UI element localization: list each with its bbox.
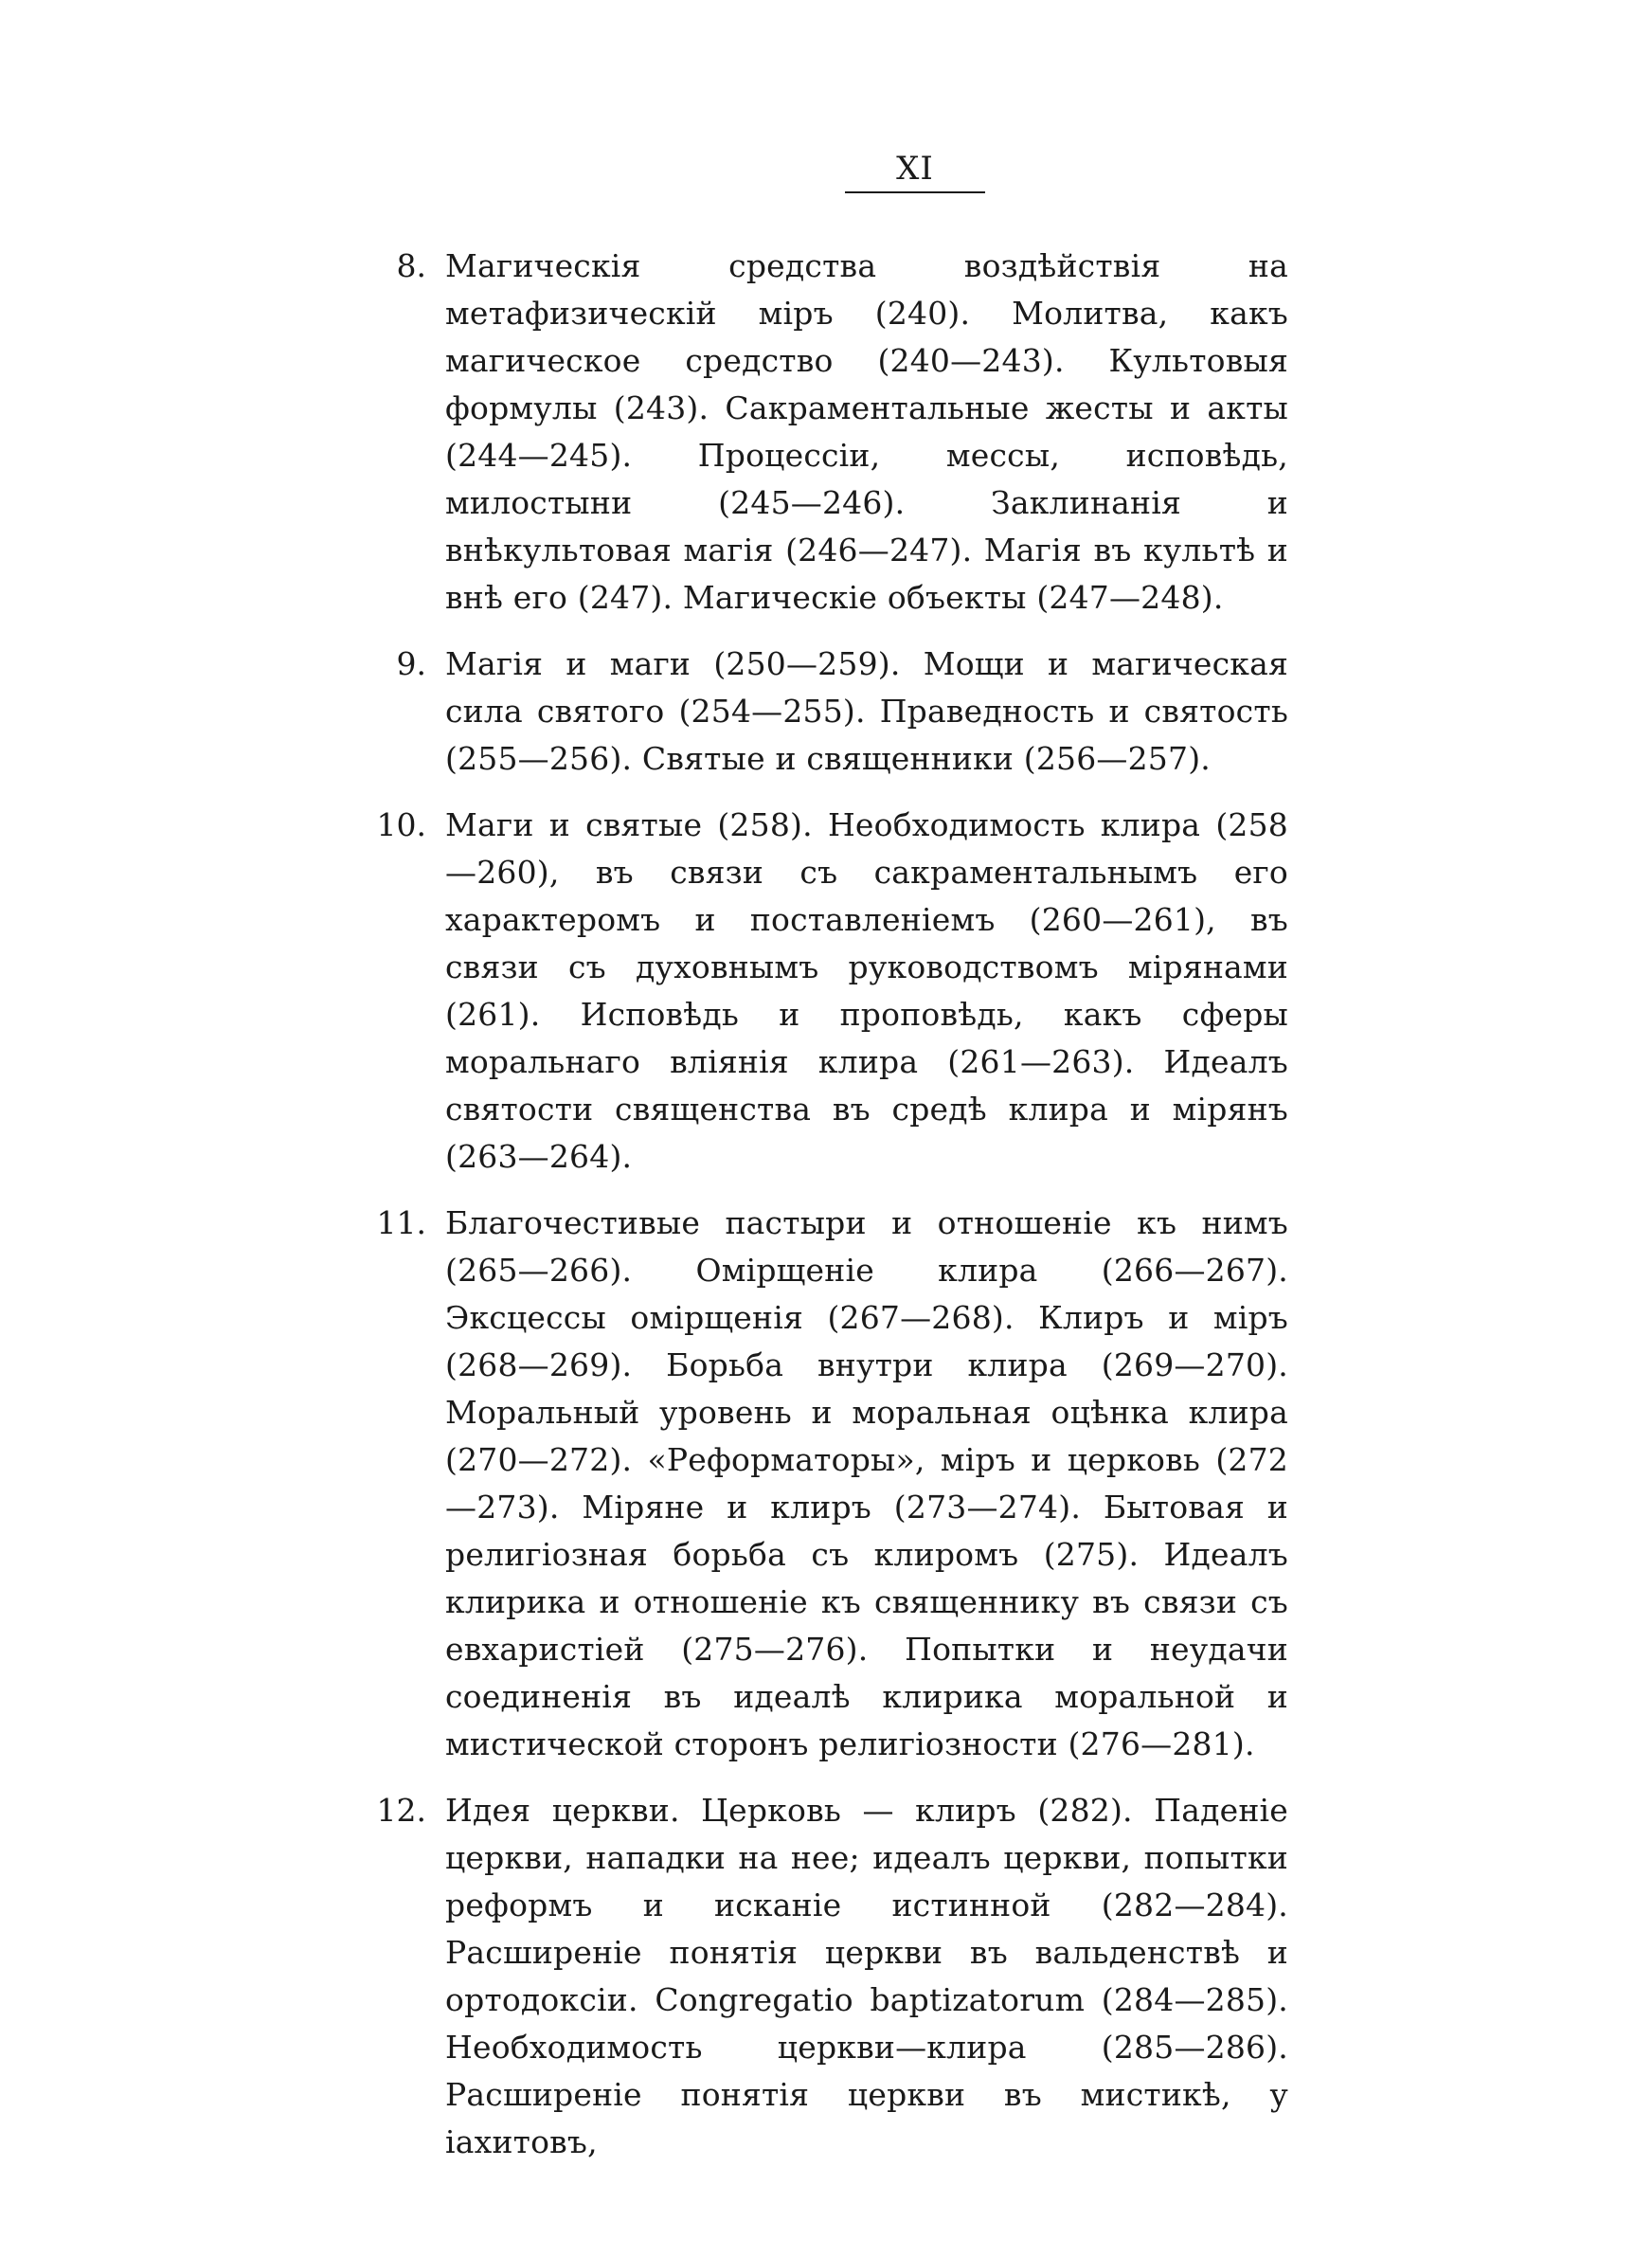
entry-number: 9.: [396, 645, 426, 682]
header-rule: [845, 191, 985, 193]
contents-list: [371, 243, 1319, 2185]
entry-text: Магическія средства воздѣйствія на метафизическій міръ (240). Молитва, какъ магическое средство (240—243). Культовыя формулы (243). Сакраментальные жесты и акты (244—245). Процессіи, мессы, исповѣдь, милостыни (245—246). Заклинанія и внѣкультовая магія (246—247). Магія въ культѣ и внѣ его (247). Магическіе объекты (247—248).: [445, 247, 1288, 616]
contents-entry-8: [371, 243, 1319, 622]
entry-text: Маги и святые (258). Необходимость клира (258—260), въ связи съ сакраментальнымъ его характеромъ и поставленіемъ (260—261), въ связи съ духовнымъ руководствомъ мірянами (261). Исповѣдь и проповѣдь, какъ сферы моральнаго вліянія клира (261—263). Идеалъ святости священства въ средѣ клира и мірянъ (263—264).: [445, 806, 1288, 1175]
entry-text: Идея церкви. Церковь — клиръ (282). Паденіе церкви, нападки на нее; идеалъ церкви, попытки реформъ и исканіе истинной (282—284). Расширеніе понятія церкви въ вальденствѣ и ортодоксіи. Congregatio baptizatorum (284—285). Необходимость церкви—клира (285—286). Расширеніе понятія церкви въ мистикѣ, у іахитовъ,: [445, 1792, 1288, 2160]
entry-number: 11.: [376, 1204, 426, 1241]
contents-entry-12: [371, 1787, 1319, 2166]
page-header: [845, 150, 985, 193]
entry-text: Магія и маги (250—259). Мощи и магическая сила святого (254—255). Праведность и святость (255—256). Святые и священники (256—257).: [445, 645, 1288, 777]
entry-text: Благочестивые пастыри и отношеніе къ нимъ (265—266). Омірщеніе клира (266—267). Эксцессы омірщенія (267—268). Клиръ и міръ (268—269). Борьба внутри клира (269—270). Моральный уровень и моральная оцѣнка клира (270—272). «Реформаторы», міръ и церковь (272—273). Міряне и клиръ (273—274). Бытовая и религіозная борьба съ клиромъ (275). Идеалъ клирика и отношеніе къ священнику въ связи съ евхаристіей (275—276). Попытки и неудачи соединенія въ идеалѣ клирика моральной и мистической сторонъ религіозности (276—281).: [445, 1204, 1288, 1762]
contents-entry-11: [371, 1200, 1319, 1768]
contents-entry-9: [371, 641, 1319, 783]
contents-entry-10: [371, 802, 1319, 1181]
entry-number: 12.: [376, 1792, 426, 1829]
entry-number: 8.: [396, 247, 426, 284]
entry-number: 10.: [376, 806, 426, 843]
page-number: XI: [896, 150, 934, 188]
